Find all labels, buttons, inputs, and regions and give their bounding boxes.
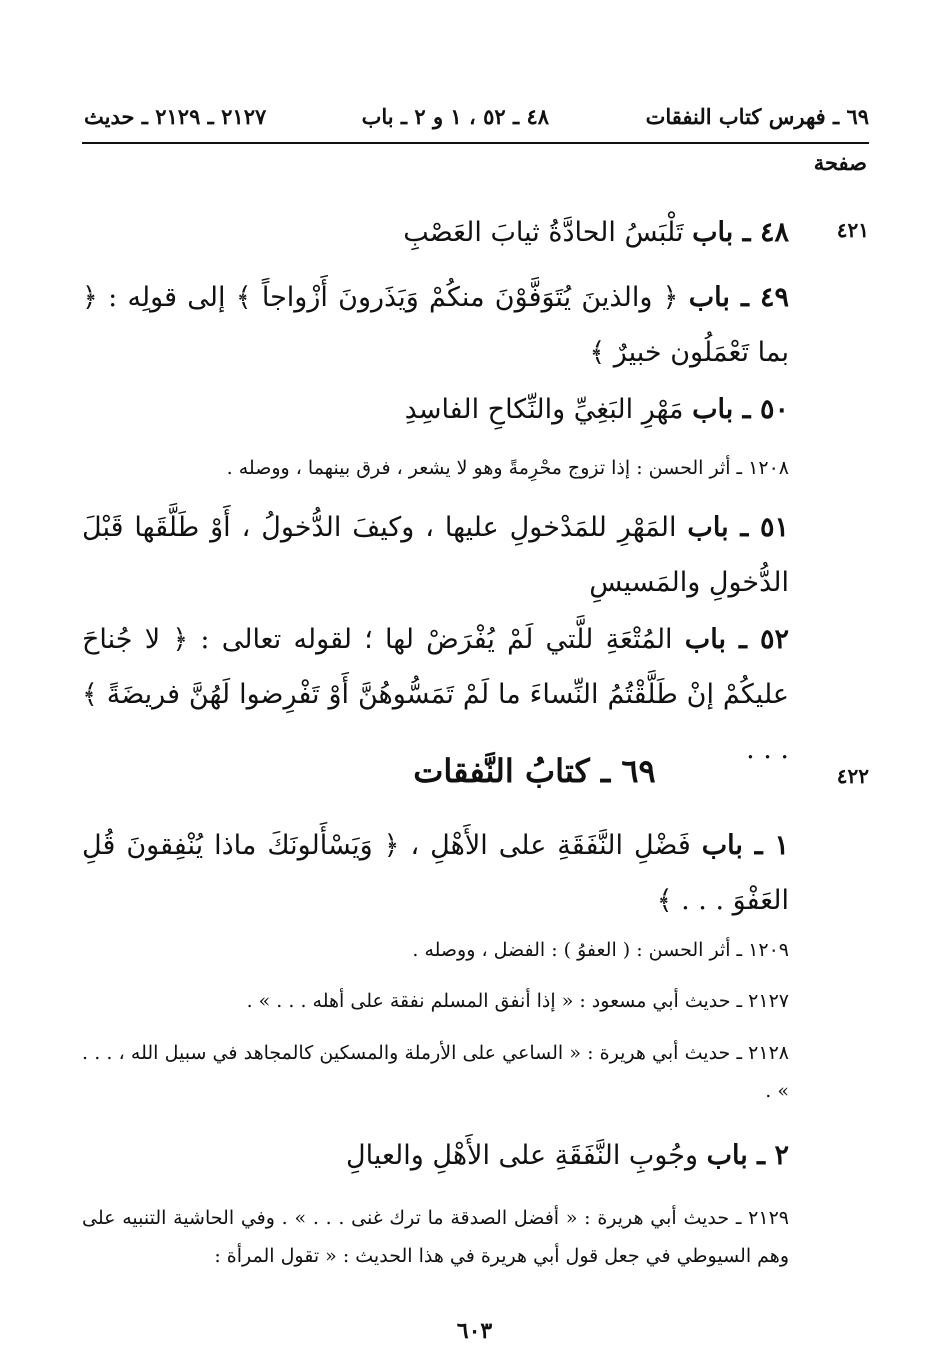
entry-text: فَضْلِ النَّفَقَةِ على الأَهْلِ ، ﴿ وَيَسْأَلونَكَ ماذا يُنْفِقونَ قُلِ العَفْوَ . . . ﴾ bbox=[82, 830, 789, 916]
entry-bab-51 bbox=[82, 500, 789, 610]
hadith-2127: ٢١٢٧ ـ حديث أبي مسعود : « إذا أنفق المسلم نفقة على أهله . . . » . bbox=[246, 990, 789, 1012]
entry-bab-48 bbox=[82, 205, 789, 260]
running-header-hadiths: ٢١٢٧ ـ ٢١٢٩ ـ حديث bbox=[84, 104, 267, 129]
entry-number: ٤٩ ـ باب bbox=[688, 282, 790, 313]
running-header-babs: ٤٨ ـ ٥٢ ، ١ و ٢ ـ باب bbox=[361, 104, 549, 129]
entry-number: ٥١ ـ باب bbox=[687, 512, 789, 543]
header-rule bbox=[82, 142, 869, 144]
entry-bab-50 bbox=[82, 382, 789, 437]
entry-number: ٢ ـ باب bbox=[706, 1140, 789, 1171]
page-ref-422: ٤٢٢ bbox=[836, 764, 869, 788]
athar-1209: ١٢٠٩ ـ أثر الحسن : ( العفوُ ) : الفضل ، ووصله . bbox=[412, 939, 789, 961]
athar-1208: ١٢٠٨ ـ أثر الحسن : إذا تزوج محْرِمةً وهو لا يشعر ، فرق بينهما ، ووصله . bbox=[226, 457, 789, 479]
entry-bab-1 bbox=[82, 818, 789, 928]
entry-number: ٥٠ ـ باب bbox=[692, 394, 789, 425]
entry-text: مَهْرِ البَغِيِّ والنِّكاحِ الفاسِدِ bbox=[404, 394, 684, 425]
page-ref-421: ٤٢١ bbox=[836, 218, 869, 242]
entry-text: ﴿ والذينَ يُتَوَفَّوْنَ منكُمْ وَيَذَرونَ أَزْواجاً ﴾ إلى قولِه : ﴿ بما تَعْمَلُون خبيرٌ ﴾ bbox=[82, 282, 789, 368]
entry-number: ١ ـ باب bbox=[701, 830, 789, 861]
entry-text: المَهْرِ للمَدْخولِ عليها ، وكيفَ الدُّخولُ ، أَوْ طَلَّقَها قَبْلَ الدُّخولِ والمَسيسِ bbox=[82, 512, 789, 598]
entry-bab-49 bbox=[82, 270, 789, 380]
page-number: ٦٠٣ bbox=[456, 1318, 493, 1344]
hadith-2129: ٢١٢٩ ـ حديث أبي هريرة : « أفضل الصدقة ما ترك غنى . . . » . وفي الحاشية التنبيه على وهم السيوطي في جعل قول أبي هريرة في هذا الحديث : « تقول المرأة : bbox=[82, 1207, 789, 1267]
entry-bab-2 bbox=[82, 1128, 789, 1183]
hadith-2128: ٢١٢٨ ـ حديث أبي هريرة : « الساعي على الأرملة والمسكين كالمجاهد في سبيل الله ، . . . » . bbox=[82, 1042, 789, 1102]
entry-number: ٤٨ ـ باب bbox=[692, 217, 789, 248]
entry-text: المُتْعَةِ للَّتي لَمْ يُفْرَضْ لها ؛ لقوله تعالى : ﴿ لا جُناحَ عليكُمْ إنْ طَلَّقْتُمُ النِّساءَ ما لَمْ تَمَسُّوهُنَّ أَوْ تَفْرِضوا لَهُنَّ فريضَةً ﴾ . . . bbox=[82, 624, 789, 765]
entry-text: وجُوبِ النَّفَقَةِ على الأَهْلِ والعيالِ bbox=[346, 1140, 699, 1171]
running-header-title: ٦٩ ـ فهرس كتاب النفقات bbox=[645, 104, 869, 129]
kitab-heading: ٦٩ ـ كتابُ النَّفقات bbox=[413, 752, 656, 790]
page-column-label: صفحة bbox=[813, 150, 867, 175]
entry-number: ٥٢ ـ باب bbox=[684, 624, 789, 655]
entry-text: تَلْبَسُ الحادَّةُ ثيابَ العَصْبِ bbox=[403, 217, 684, 248]
